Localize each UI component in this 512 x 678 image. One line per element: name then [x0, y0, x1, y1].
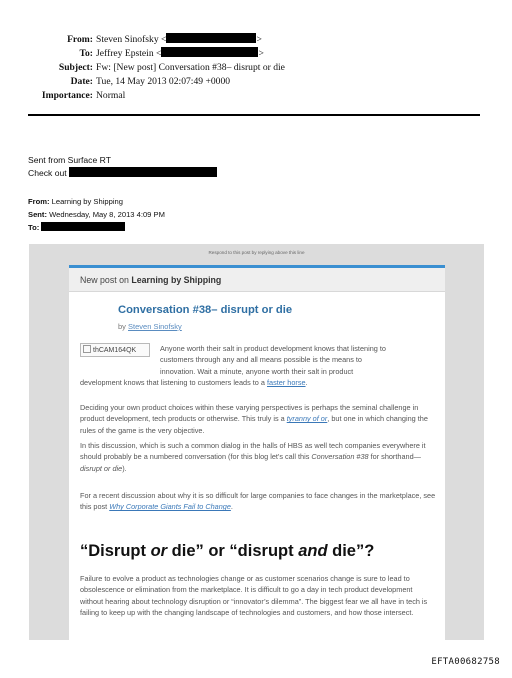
header-divider: [28, 114, 480, 116]
redaction-box: [69, 167, 217, 177]
tyranny-of-or-link[interactable]: tyranny of or: [286, 414, 328, 424]
post-title[interactable]: Conversation #38– disrupt or die: [118, 304, 293, 316]
document-id: EFTA00682758: [431, 657, 500, 667]
header-subject-row: [0, 61, 300, 75]
sent-from-block: [28, 154, 217, 180]
date-value: Tue, 14 May 2013 02:07:49 +0000: [96, 76, 231, 87]
fwd-sent-row: Sent: Wednesday, May 8, 2013 4:09 PM: [28, 210, 165, 219]
image-icon: [83, 345, 91, 353]
check-out-line: Check out: [28, 167, 217, 180]
redaction-box: [161, 47, 258, 57]
reply-hint: Respond to this post by replying above this line: [208, 250, 305, 255]
card-header: New post on Learning by Shipping: [69, 268, 445, 292]
importance-label: Importance:: [41, 90, 93, 101]
redaction-box: [166, 33, 256, 43]
to-label: To:: [79, 48, 93, 59]
paragraph-3: In this discussion, which is such a common dialog in the halls of HBS as well tech companies everywhere it should probably be a numbered conversation (for this blog let's call this Conversation #38 for shorthand—disrupt or die).: [80, 441, 426, 473]
to-value: Jeffrey Epstein < >: [96, 48, 264, 59]
section-heading: “Disrupt or die” or “disrupt and die”?: [80, 542, 375, 560]
sent-from-line: Sent from Surface RT: [28, 155, 111, 165]
redaction-box: [41, 222, 125, 231]
importance-value: Normal: [96, 90, 126, 101]
paragraph-2: Deciding your own product choices within these varying perspectives is perhaps the seminal challenge in product development, tech products or otherwise. This truly is a tyranny of or, but one in which changing the rules of the game is the very objective.: [80, 403, 428, 435]
fwd-to-row: To:: [28, 221, 165, 234]
paragraph-1-end: development knows that listening to customers leads to a faster horse.: [80, 378, 308, 387]
header-importance-row: [0, 89, 300, 103]
corporate-giants-link[interactable]: Why Corporate Giants Fail to Change: [109, 502, 231, 512]
from-label: From:: [67, 34, 93, 45]
paragraph-4: For a recent discussion about why it is so difficult for large companies to face changes in the marketplace, see this post Why Corporate Giants Fail to Change.: [80, 491, 436, 512]
paragraph-5: Failure to evolve a product as technologies change or as customer scenarios change is sure to lead to obsolescence or elimination from the marketplace. It is difficult to go a day in tech product development without hearing about technology disruption or “innovator’s dilemma”. The biggest fear we all have in tech is failing to keep up with the changing landscape of technologies and customers, and how those intersect.: [80, 574, 428, 618]
broken-image: thCAM164QK: [80, 343, 150, 357]
forwarded-header: [28, 195, 165, 234]
date-label: Date:: [70, 76, 93, 87]
email-header: [0, 33, 300, 103]
subject-value: Fw: [New post] Conversation #38– disrupt or die: [96, 62, 285, 73]
header-to-row: [0, 47, 300, 61]
fwd-from-row: From: Learning by Shipping: [28, 197, 123, 206]
from-value: Steven Sinofsky < >: [96, 34, 262, 45]
byline: by Steven Sinofsky: [118, 322, 182, 331]
header-from-row: [0, 33, 300, 47]
author-link[interactable]: Steven Sinofsky: [128, 322, 182, 331]
paragraph-1-top: Anyone worth their salt in product development knows that listening to customers through any and all means possible is the means to innovation. Wait a minute, anyone worth their salt in product: [160, 344, 386, 376]
email-frame: [29, 244, 484, 640]
post-card: [69, 265, 445, 643]
subject-label: Subject:: [58, 62, 93, 73]
header-date-row: [0, 75, 300, 89]
faster-horse-link[interactable]: faster horse: [267, 378, 306, 387]
blog-name[interactable]: Learning by Shipping: [131, 275, 222, 285]
